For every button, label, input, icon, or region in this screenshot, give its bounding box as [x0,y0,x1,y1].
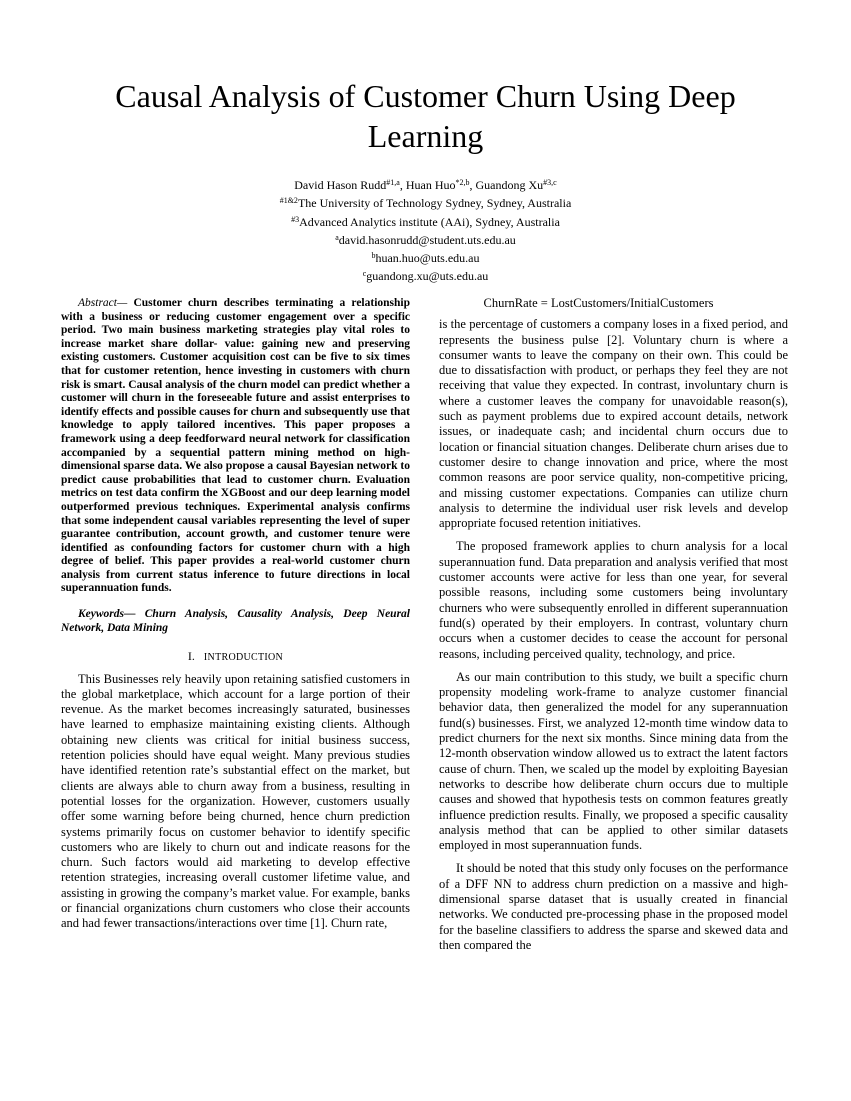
abstract-text: Customer churn describes terminating a relationship with a business or reducing customer engagement over a specific period. Two main business marketing strategies play vital roles to increase market share dollar- value: gaining new and preserving existing customers. Customer acquisition cost can be five to six times that for customer retention, hence investing in customers with churn risk is smart. Causal analysis of the churn model can predict whether a customer will churn in the foreseeable future and assist enterprises to identify effects and possible causes for churn and subsequently use that knowledge to apply tailored incentives. This paper proposes a framework using a deep feedforward neural network for classification accompanied by a sequential pattern mining method on high-dimensional sparse data. We also propose a causal Bayesian network to predict cause probabilities that lead to customer churn. Evaluation metrics on test data confirm the XGBoost and our deep learning model outperformed previous techniques. Experimental analysis confirms that some independent causal variables representing the level of super guarantee contribution, account growth, and customer tenure were identified as confounding factors for customer churn with a high degree of belief. This paper provides a real-world customer churn analysis from current status inference to future directions in local superannuation funds. [61,297,411,595]
affiliation-1 [100,194,751,212]
author-sup: #1,a [386,178,400,187]
section-number: I. [187,649,195,664]
abstract-label: Abstract— [78,297,128,309]
affiliation-text: Advanced Analytics institute (AAi), Sydney, Australia [299,214,560,229]
abstract [61,297,410,596]
intro-paragraph: This Businesses rely heavily upon retaining satisfied customers in the global marketplace, which account for a large portion of their revenue. As the market becomes increasingly saturated, businesses have learned to emphasize maintaining existing clients. Although obtaining new clients was critical for initial business success, retention policies should have equal weight. Many previous studies have identified retention rate’s substantial effect on the market, but clients are always able to churn away from a business, resulting in potential losses for the organization. However, customers usually offer some warning before being churned, hence churn prediction systems primarily focus on customer behavior to identify specific customers who are likely to churn out and indicate reasons for the churn. Such factors would aid marketing to develop effective retention strategies, increasing overall customer lifetime value, and assisting in growing the company’s market value. For example, banks or financial organizations churn customers who close their accounts and had fewer transactions/interactions over time [1]. Churn rate, [61,671,410,931]
email-line [100,249,751,267]
author-name: Guandong Xu [475,178,544,192]
author-names: David Hason Rudd$^{\#1,a}$, Huan Huo$^{*2,b}$, Guandong Xu$^{\#3,c}$ [294,178,557,192]
email-address: david.hasonrudd@student.uts.edu.au [338,232,516,247]
email-address: guandong.xu@uts.edu.au [366,269,489,284]
affiliation-text: The University of Technology Sydney, Sydney, Australia [297,196,572,211]
keywords-label: Keywords— [78,608,136,621]
author-block [100,176,751,286]
section-heading [61,649,410,665]
section-title: INTRODUCTION [203,652,284,664]
author-name: Huan Huo [405,178,456,192]
paper-title: Causal Analysis of Customer Churn Using Deep Learning [115,78,736,154]
email-line [100,267,751,285]
email-line [100,231,751,249]
affiliation-sup: #3 [291,214,300,224]
body-paragraph: As our main contribution to this study, we built a specific churn propensity modeling work-frame to analyze customer financial behavior data, then generalized the model for any superannuation fund(s) businesses. First, we analyzed 12-month time window data to predict churners for the next six months. Since mining data from the 12-month observation window allowed us to extract the latent factors cause of churn. Then, we scaled up the model by exploiting Bayesian networks to describe how deliberate churn occurs due to multiple causes and showed that hypothesis tests on common features greatly influence prediction results. Finally, we proposed a specific causality analysis method that can be applied to other similar datasets employed in most superannuation funds. [439,669,788,853]
email-sup: b [371,251,376,261]
author-sup: #3,c [543,178,557,187]
affiliation-sup: #1&2 [279,196,298,206]
body-paragraph: The proposed framework applies to churn analysis for a local superannuation fund. Data preparation and analysis verified that most customer accounts were active for less than one year, for several possible reasons, including some customers being involuntary churners who were subsequently enrolled in different superannuation fund(s) operated by their employers. In contrast, voluntary churn occurs when a customer decides to cease the account for personal reasons, including perceived quality, technology, and price. [439,539,788,661]
body-paragraph: It should be noted that this study only focuses on the performance of a DFF NN to address churn prediction on a massive and high-dimensional sparse dataset that is usually created in financial networks. We conducted pre-processing phase in the proposed model for the baseline classifiers to address the sparse and skewed data and then compared the [439,861,788,952]
author-name: David Hason Rudd [294,178,387,192]
affiliation-2 [100,213,751,231]
keywords [61,608,410,635]
email-sup: a [335,232,339,242]
keywords-text: Churn Analysis, Causality Analysis, Deep Neural Network, Data Mining [61,608,411,634]
right-column [439,297,788,953]
author-sup: *2,b [455,178,470,187]
email-sup: c [362,269,367,279]
left-column [61,297,410,932]
churn-rate-equation: ChurnRate = LostCustomers/InitialCustomers [483,296,714,310]
body-paragraph: is the percentage of customers a company loses in a fixed period, and represents the business pulse [2]. Voluntary churn is where a consumer wants to leave the company on their own. This could be due to dissatisfaction with product, or perhaps they feel they are not receiving that value they expected. In contrast, involuntary churn is where a customer leaves the company for unavoidable reason(s), such as payment problems due to expired account details, network issues, or inadequate cash; and incidental churn occurs due to location or financial situation changes. Deliberate churn arises due to customer desire to change innovation and price, where the most common reasons are poor service quality, non-competitive pricing, and missing customer expectations. Companies can utilize churn analysis to determine the individual user risk levels and develop appropriate focused retention initiatives. [439,317,788,531]
email-address: huan.huo@uts.edu.au [375,251,480,266]
